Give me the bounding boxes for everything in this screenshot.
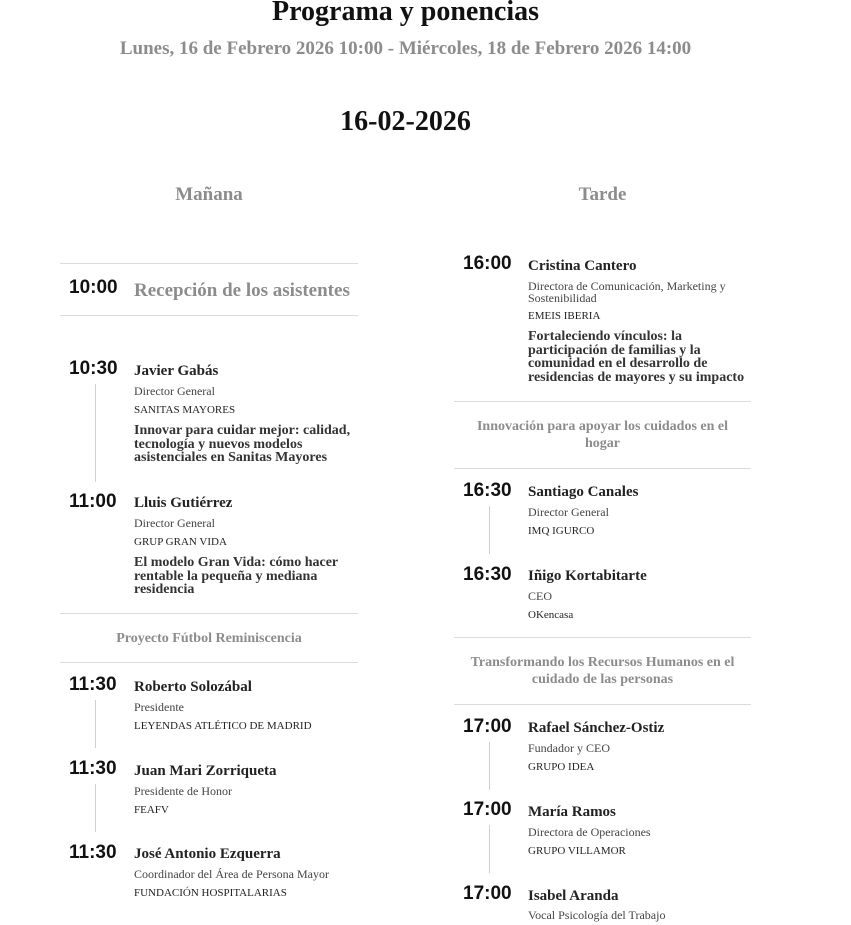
timeline-line (489, 742, 490, 790)
speaker-role: CEO (528, 589, 552, 603)
session-time: 11:30 (69, 674, 117, 695)
speaker-name: José Antonio Ezquerra (134, 846, 281, 862)
divider (454, 637, 751, 638)
speaker-organization: GRUPO VILLAMOR (528, 845, 626, 857)
speaker-role: Coordinador del Área de Persona Mayor (134, 867, 329, 881)
speaker-role: Director General (134, 384, 215, 398)
session-time: 17:00 (463, 883, 512, 904)
speaker-name: Rafael Sánchez-Ostiz (528, 720, 665, 736)
session-time: 11:30 (69, 842, 117, 863)
speaker-role: Fundador y CEO (528, 741, 610, 755)
session-time: 17:00 (463, 716, 512, 737)
column-heading-afternoon: Tarde (578, 184, 627, 205)
timeline-line (95, 784, 96, 832)
speaker-role: Directora de Operaciones (528, 825, 651, 839)
session-time: 10:00 (69, 277, 118, 298)
speaker-organization: FEAFV (134, 804, 169, 816)
divider (454, 468, 751, 469)
talk-title: Innovar para cuidar mejor: calidad, tecnología y nuevos modelos asistenciales en Sanitas Mayores (134, 423, 351, 466)
speaker-name: Iñigo Kortabitarte (528, 568, 647, 584)
timeline-line (95, 384, 96, 482)
speaker-name: Lluis Gutiérrez (134, 495, 233, 511)
session-time: 17:00 (463, 799, 512, 820)
speaker-role: Presidente (134, 700, 184, 714)
section-heading: Innovación para apoyar los cuidados en el hogar (476, 419, 728, 451)
speaker-role: Directora de Comunicación, Marketing y Sostenibilidad (528, 279, 726, 305)
speaker-organization: EMEIS IBERIA (528, 310, 601, 322)
speaker-name: Cristina Cantero (528, 258, 637, 274)
timeline-line (95, 700, 96, 748)
speaker-role: Vocal Psicología del Trabajo (528, 908, 666, 922)
speaker-role: Presidente de Honor (134, 784, 232, 798)
speaker-name: Javier Gabás (134, 363, 219, 379)
talk-title: El modelo Gran Vida: cómo hacer rentable la pequeña y mediana residencia (134, 555, 338, 598)
event-dates: Lunes, 16 de Febrero 2026 10:00 - Miércoles, 18 de Febrero 2026 14:00 (119, 38, 692, 59)
speaker-role: Director General (134, 516, 215, 530)
speaker-organization: OKencasa (528, 609, 574, 621)
column-heading-morning: Mañana (175, 184, 243, 205)
day-heading: 16-02-2026 (340, 106, 471, 137)
speaker-organization: SANITAS MAYORES (134, 404, 236, 416)
speaker-name: María Ramos (528, 804, 616, 820)
divider (60, 613, 358, 614)
timeline-line (489, 506, 490, 554)
page-title: Programa y ponencias (271, 0, 540, 27)
session-time: 16:00 (463, 253, 512, 274)
speaker-organization: LEYENDAS ATLÉTICO DE MADRID (134, 720, 312, 732)
section-heading: Proyecto Fútbol Reminiscencia (116, 631, 302, 646)
session-time: 11:30 (69, 758, 117, 779)
speaker-role: Director General (528, 505, 609, 519)
session-time: 10:30 (69, 358, 118, 379)
section-heading: Transformando los Recursos Humanos en el cuidado de las personas (470, 655, 735, 687)
divider (454, 704, 751, 705)
speaker-organization: GRUPO IDEA (528, 761, 595, 773)
divider (60, 662, 358, 663)
speaker-name: Isabel Aranda (528, 888, 619, 904)
speaker-name: Juan Mari Zorriqueta (134, 763, 277, 779)
speaker-name: Roberto Solozábal (134, 679, 252, 695)
speaker-organization: GRUP GRAN VIDA (134, 536, 227, 548)
speaker-organization: FUNDACIÓN HOSPITALARIAS (134, 887, 287, 899)
talk-title: Fortaleciendo vínculos: la participación de familias y la comunidad en el desarrollo de residencias de mayores y su impacto (528, 329, 745, 386)
speaker-organization: IMQ IGURCO (528, 525, 595, 537)
divider (60, 263, 358, 264)
speaker-name: Santiago Canales (528, 484, 639, 500)
reception-label: Recepción de los asistentes (134, 280, 350, 301)
timeline-line (489, 825, 490, 873)
session-time: 16:30 (463, 480, 512, 501)
divider (454, 401, 751, 402)
session-time: 11:00 (69, 491, 117, 512)
session-time: 16:30 (463, 564, 512, 585)
divider (60, 315, 358, 316)
